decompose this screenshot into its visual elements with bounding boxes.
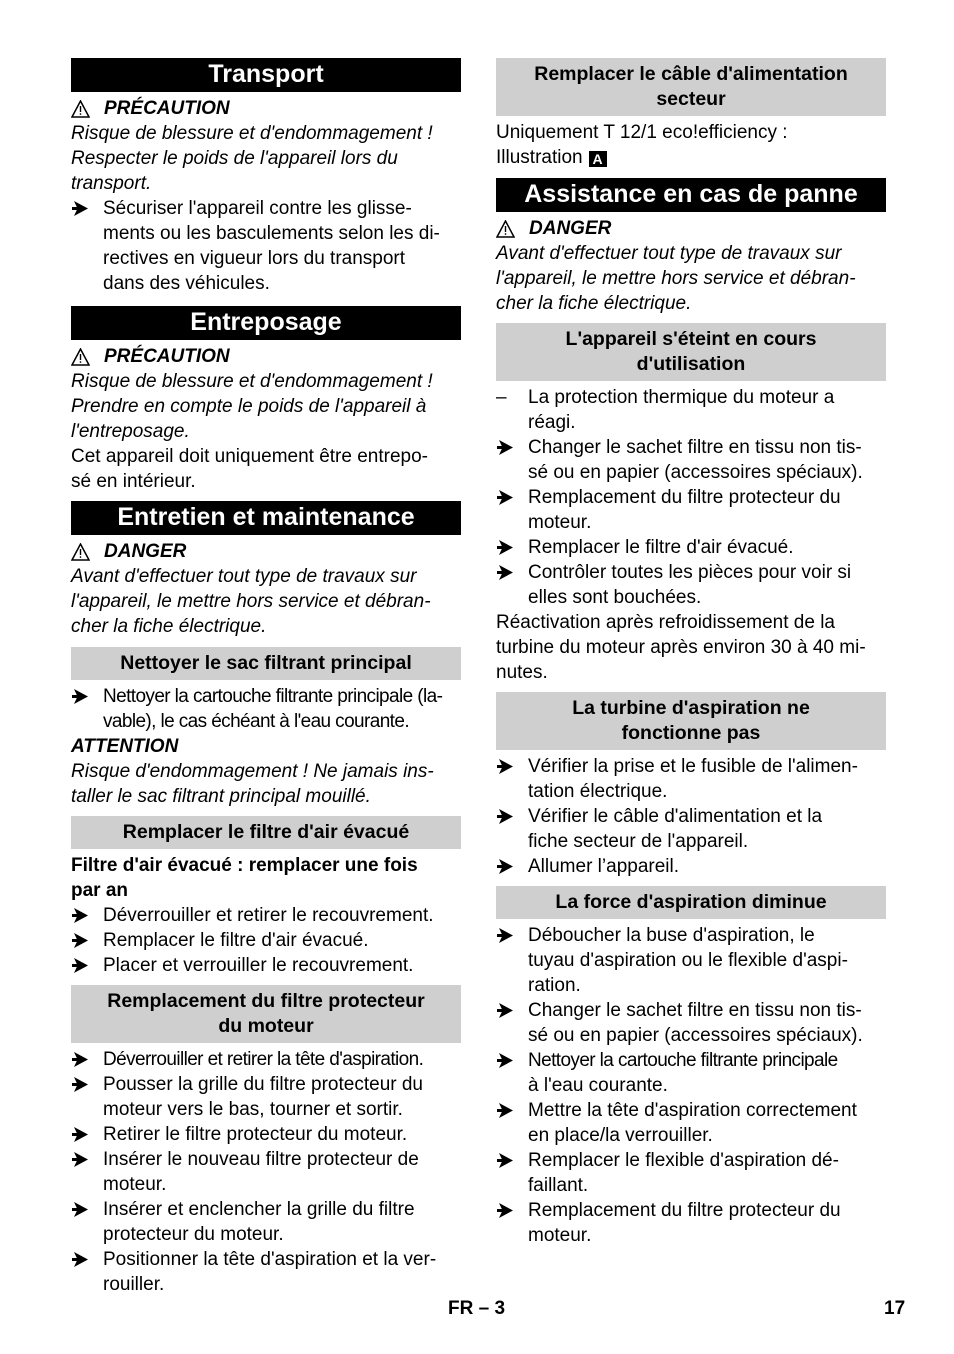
text-line: transport. — [71, 173, 152, 194]
arrow-right-icon — [496, 854, 518, 879]
text-line: d'utilisation — [636, 353, 746, 375]
arrow-right-icon — [496, 1198, 518, 1223]
text-line: Cet appareil doit uniquement être entrepo- — [71, 446, 429, 467]
warning-text — [71, 121, 461, 196]
text-line: l'entreposage. — [71, 421, 190, 442]
list-item — [496, 1048, 886, 1098]
list-item — [496, 1148, 886, 1198]
text-line — [496, 145, 886, 170]
list-item — [496, 754, 886, 804]
arrow-right-icon — [496, 998, 518, 1023]
text-line: Respecter le poids de l'appareil lors du — [71, 148, 398, 169]
list-item — [71, 928, 461, 953]
text-line: L'appareil s'éteint en cours — [565, 328, 817, 350]
heading-assistance: Assistance en cas de panne — [496, 178, 886, 212]
text-line: dans des véhicules. — [103, 273, 270, 294]
warning-text — [71, 564, 461, 639]
text-line: Déverrouiller et retirer le recouvrement. — [103, 905, 434, 926]
text-line: fiche secteur de l'appareil. — [528, 831, 749, 852]
page-number: 17 — [884, 1298, 906, 1319]
text-line: Réactivation après refroidissement de la — [496, 612, 836, 633]
footer-page-in-section: 3 — [494, 1298, 506, 1319]
text-line: elles sont bouchées. — [528, 587, 702, 608]
step-list — [71, 903, 461, 978]
text-line: cher la fiche électrique. — [496, 293, 692, 314]
footer-separator: – — [478, 1298, 490, 1319]
arrow-right-icon — [71, 928, 93, 953]
warning-label: PRÉCAUTION — [104, 98, 230, 119]
text-line: Déboucher la buse d'aspiration, le — [528, 925, 815, 946]
arrow-right-icon — [496, 1048, 518, 1073]
warning-transport — [71, 96, 461, 121]
text-line: faillant. — [528, 1175, 589, 1196]
text-line: Vérifier le câble d'alimentation et la — [528, 806, 823, 827]
warning-maintenance — [71, 539, 461, 564]
footer-section: FR — [448, 1298, 474, 1319]
list-item — [496, 535, 886, 560]
text-line: Positionner la tête d'aspiration et la ver- — [103, 1249, 437, 1270]
step-list — [496, 923, 886, 1248]
text-line: Nettoyer la cartouche filtrante principale — [528, 1050, 838, 1071]
text-line: par an — [71, 880, 129, 901]
subheading-exhaust-filter: Remplacer le filtre d'air évacué — [71, 816, 461, 849]
text-line: Uniquement T 12/1 eco!efficiency : — [496, 122, 788, 143]
warning-label: PRÉCAUTION — [104, 346, 230, 367]
text-line: Insérer et enclencher la grille du filtre — [103, 1199, 415, 1220]
list-item — [71, 1072, 461, 1122]
text-line: ments ou les basculements selon les di- — [103, 223, 440, 244]
list-item — [496, 804, 886, 854]
text-line: Mettre la tête d'aspiration correctement — [528, 1100, 857, 1121]
list-item — [71, 1197, 461, 1247]
text-line: Risque d'endommagement ! Ne jamais ins- — [71, 761, 434, 782]
list-item — [71, 1247, 461, 1297]
step-list — [71, 196, 461, 296]
storage-note — [71, 444, 461, 494]
list-item — [71, 1047, 461, 1072]
arrow-right-icon — [71, 1047, 93, 1072]
arrow-right-icon — [496, 754, 518, 779]
warning-label: DANGER — [104, 541, 187, 562]
text-line: Vérifier la prise et le fusible de l'alimen- — [528, 756, 858, 777]
text-line: Allumer l’appareil. — [528, 856, 680, 877]
heading-maintenance: Entretien et maintenance — [71, 501, 461, 535]
list-item — [496, 385, 886, 435]
text-line: La protection thermique du moteur a — [528, 387, 835, 408]
text-line: Nettoyer la cartouche filtrante principale (la- — [103, 686, 443, 707]
arrow-right-icon — [71, 1147, 93, 1172]
arrow-right-icon — [71, 684, 93, 709]
subheading-turbine — [496, 692, 886, 750]
subheading-cable — [496, 58, 886, 116]
left-column — [71, 58, 461, 1297]
list-item — [496, 1198, 886, 1248]
warning-text — [71, 369, 461, 444]
warning-text — [496, 241, 886, 316]
text-line: l'appareil, le mettre hors service et débran- — [71, 591, 431, 612]
arrow-right-icon — [71, 1072, 93, 1097]
subheading-clean-bag: Nettoyer le sac filtrant principal — [71, 647, 461, 680]
text-line: à l'eau courante. — [528, 1075, 668, 1096]
heading-entreposage: Entreposage — [71, 306, 461, 340]
arrow-right-icon — [496, 1098, 518, 1123]
dash-bullet: – — [496, 387, 507, 408]
warning-triangle-icon — [71, 348, 90, 366]
text-line: sé ou en papier (accessoires spéciaux). — [528, 462, 863, 483]
text-line: Avant d'effectuer tout type de travaux sur — [496, 243, 842, 264]
text-line: en place/la verrouiller. — [528, 1125, 713, 1146]
text-line: Placer et verrouiller le recouvrement. — [103, 955, 414, 976]
text-line: Contrôler toutes les pièces pour voir si — [528, 562, 852, 583]
text-line: cher la fiche électrique. — [71, 616, 267, 637]
text-line: Changer le sachet filtre en tissu non tis- — [528, 437, 862, 458]
text-line: Sécuriser l'appareil contre les glisse- — [103, 198, 412, 219]
arrow-right-icon — [496, 535, 518, 560]
cable-text — [496, 120, 886, 170]
text-line: rouiller. — [103, 1274, 165, 1295]
text-line: Prendre en compte le poids de l'appareil à — [71, 396, 427, 417]
text-line: secteur — [656, 88, 726, 110]
text-line: Remplacer le câble d'alimentation — [534, 63, 848, 85]
arrow-right-icon — [71, 1122, 93, 1147]
text-line: du moteur — [218, 1015, 314, 1037]
list-item — [496, 435, 886, 485]
warning-triangle-icon — [71, 100, 90, 118]
arrow-right-icon — [71, 196, 93, 221]
text-line: moteur. — [528, 1225, 592, 1246]
arrow-right-icon — [71, 903, 93, 928]
warning-storage — [71, 344, 461, 369]
list-item — [71, 1147, 461, 1197]
heading-transport: Transport — [71, 58, 461, 92]
list-item — [496, 998, 886, 1048]
footer-section-page — [448, 1298, 505, 1320]
step-list — [496, 385, 886, 610]
text-line: Remplacement du filtre protecteur du — [528, 1200, 841, 1221]
list-item — [71, 1122, 461, 1147]
text-line: taller le sac filtrant principal mouillé. — [71, 786, 371, 807]
text-line: Remplacer le flexible d'aspiration dé- — [528, 1150, 839, 1171]
step-list — [496, 754, 886, 879]
exhaust-filter-note — [71, 853, 461, 903]
arrow-right-icon — [496, 560, 518, 585]
text-line: Changer le sachet filtre en tissu non tis- — [528, 1000, 862, 1021]
text-line: Remplacement du filtre protecteur du — [528, 487, 841, 508]
text-line: sé ou en papier (accessoires spéciaux). — [528, 1025, 863, 1046]
list-item — [496, 560, 886, 610]
text-line: Retirer le filtre protecteur du moteur. — [103, 1124, 408, 1145]
warning-triangle-icon — [496, 220, 515, 238]
list-item — [496, 854, 886, 879]
text-line: Remplacement du filtre protecteur — [107, 990, 425, 1012]
list-item — [71, 953, 461, 978]
text-line: Risque de blessure et d'endommagement ! — [71, 371, 433, 392]
text-line: fonctionne pas — [621, 722, 761, 744]
arrow-right-icon — [71, 1247, 93, 1272]
right-column — [496, 58, 886, 1248]
text-line: l'appareil, le mettre hors service et débran- — [496, 268, 856, 289]
step-list — [71, 1047, 461, 1297]
arrow-right-icon — [496, 804, 518, 829]
arrow-right-icon — [496, 1148, 518, 1173]
attention-label: ATTENTION — [71, 736, 179, 757]
list-item — [496, 1098, 886, 1148]
text-line: ration. — [528, 975, 581, 996]
arrow-right-icon — [496, 435, 518, 460]
text-line: turbine du moteur après environ 30 à 40 mi- — [496, 637, 866, 658]
text-line: Déverrouiller et retirer la tête d'aspiration. — [103, 1049, 424, 1070]
list-item — [496, 923, 886, 998]
illustration-label: Illustration — [496, 147, 583, 168]
text-line: tation électrique. — [528, 781, 668, 802]
text-line: rectives en vigueur lors du transport — [103, 248, 406, 269]
arrow-right-icon — [71, 953, 93, 978]
warning-assistance — [496, 216, 886, 241]
text-line: nutes. — [496, 662, 548, 683]
arrow-right-icon — [496, 485, 518, 510]
text-line: Filtre d'air évacué : remplacer une fois — [71, 855, 418, 876]
warning-label: DANGER — [529, 218, 612, 239]
text-line: Pousser la grille du filtre protecteur du — [103, 1074, 423, 1095]
text-line: sé en intérieur. — [71, 471, 196, 492]
text-line: La turbine d'aspiration ne — [572, 697, 810, 719]
step-list — [71, 684, 461, 734]
arrow-right-icon — [71, 1197, 93, 1222]
reactivation-text — [496, 610, 886, 685]
text-line: vable), le cas échéant à l'eau courante. — [103, 711, 410, 732]
text-line: Risque de blessure et d'endommagement ! — [71, 123, 433, 144]
text-line: Remplacer le filtre d'air évacué. — [103, 930, 369, 951]
text-line: Remplacer le filtre d'air évacué. — [528, 537, 794, 558]
subheading-motor-filter — [71, 985, 461, 1043]
warning-triangle-icon — [71, 543, 90, 561]
text-line: réagi. — [528, 412, 576, 433]
text-line: moteur. — [528, 512, 592, 533]
list-item — [71, 903, 461, 928]
subheading-shuts-off — [496, 323, 886, 381]
subheading-suction: La force d'aspiration diminue — [496, 886, 886, 919]
list-item — [71, 684, 461, 734]
text-line: Avant d'effectuer tout type de travaux sur — [71, 566, 417, 587]
text-line: tuyau d'aspiration ou le flexible d'aspi- — [528, 950, 848, 971]
text-line: moteur vers le bas, tourner et sortir. — [103, 1099, 403, 1120]
text-line: protecteur du moteur. — [103, 1224, 284, 1245]
arrow-right-icon — [496, 923, 518, 948]
text-line: Insérer le nouveau filtre protecteur de — [103, 1149, 419, 1170]
list-item — [496, 485, 886, 535]
figure-reference-badge: A — [589, 151, 607, 167]
list-item — [71, 196, 461, 296]
text-line: moteur. — [103, 1174, 167, 1195]
attention-text — [71, 759, 461, 809]
